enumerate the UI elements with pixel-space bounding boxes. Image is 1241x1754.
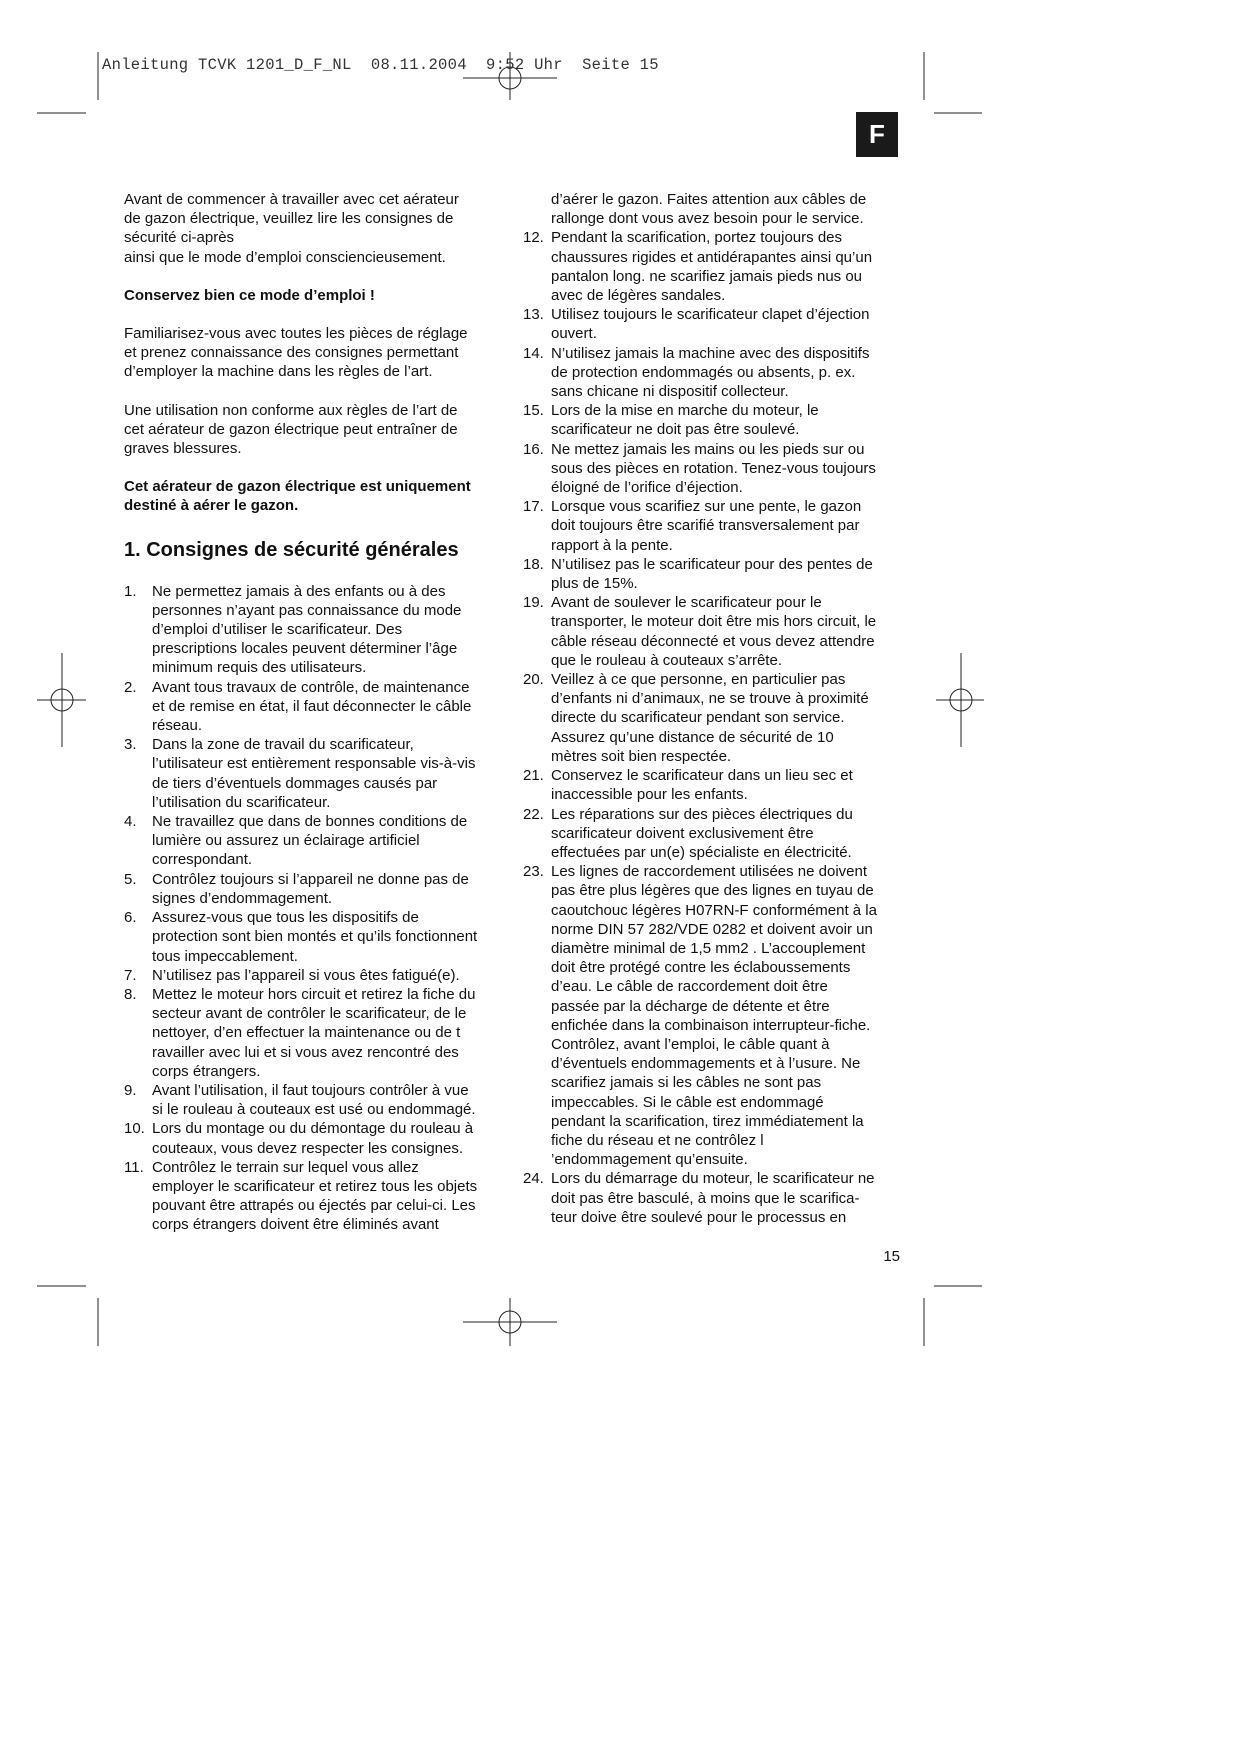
misuse-line: Une utilisation non conforme aux règles de l’art de (124, 401, 458, 419)
keep-manual-notice: Conservez bien ce mode d’emploi ! (124, 286, 375, 304)
continuation-line: rallonge dont vous avez besoin pour le service. (551, 210, 864, 228)
list-item (124, 1158, 504, 1235)
purpose-line: Cet aérateur de gazon électrique est uniquement (124, 478, 471, 496)
list-item (124, 908, 504, 966)
list-item-number: 22. (523, 805, 544, 823)
list-item-line: fiche du réseau et ne contrôlez l (551, 1131, 764, 1149)
list-item-line: caoutchouc légères H07RN-F conformément à la (551, 901, 877, 919)
list-item (523, 305, 905, 343)
familiar-line: et prenez connaissance des consignes permettant (124, 344, 459, 362)
list-item-line: impeccables. Si le câble est endommagé (551, 1093, 824, 1111)
list-item (523, 766, 905, 804)
list-item-line: signes d’endommagement. (152, 889, 333, 907)
left-column (124, 190, 504, 1235)
familiar-line: Familiarisez-vous avec toutes les pièces de réglage (124, 325, 468, 343)
list-item-line: que le rouleau à couteaux s’arrête. (551, 651, 782, 669)
list-item-number: 9. (124, 1081, 137, 1099)
list-item (523, 401, 905, 439)
list-item-line: Ne permettez jamais à des enfants ou à des (152, 582, 446, 600)
list-item-line: scarificateur ne doit pas être soulevé. (551, 421, 800, 439)
list-item (523, 555, 905, 593)
list-item-line: doit toujours être scarifié transversalement par (551, 517, 860, 535)
list-item-number: 10. (124, 1120, 145, 1138)
list-item-line: Dans la zone de travail du scarificateur, (152, 736, 414, 754)
list-item-number: 16. (523, 440, 544, 458)
list-item-line: corps étrangers. (152, 1062, 261, 1080)
list-item-line: d’enfants ni d’animaux, ne se trouve à proximité (551, 690, 869, 708)
safety-list-left (124, 582, 504, 1235)
list-item-line: Lors de la mise en marche du moteur, le (551, 402, 819, 420)
list-item (124, 812, 504, 870)
list-item-line: Mettez le moteur hors circuit et retirez la fiche du (152, 985, 476, 1003)
list-item-line: Contrôlez le terrain sur lequel vous allez (152, 1158, 419, 1176)
registration-mark-right (936, 653, 984, 747)
list-item (523, 670, 905, 766)
list-item-line: personnes n’ayant pas connaissance du mode (152, 601, 462, 619)
intro-line: Avant de commencer à travailler avec cet aérateur (124, 191, 459, 208)
list-item (523, 1169, 905, 1227)
list-item (124, 678, 504, 736)
list-item-line: Pendant la scarification, portez toujours des (551, 229, 842, 247)
list-item (523, 440, 905, 498)
list-item-line: réseau. (152, 717, 203, 735)
list-item-line: teur doive être soulevé pour le processus en (551, 1208, 847, 1226)
list-item (124, 966, 504, 985)
list-item-line: Veillez à ce que personne, en particulier pas (551, 671, 846, 689)
intro-line: de gazon électrique, veuillez lire les consignes de (124, 210, 454, 228)
list-item-line: transporter, le moteur doit être mis hors circuit, le (551, 613, 877, 631)
list-item-line: pendant la scarification, tirez immédiatement la (551, 1112, 864, 1130)
list-item-line: Assurez-vous que tous les dispositifs de (152, 909, 419, 927)
list-item-line: ravailler avec lui et si vous avez rencontré des (152, 1043, 459, 1061)
list-item-number: 18. (523, 555, 544, 573)
list-item-number: 1. (124, 582, 137, 600)
list-item (523, 228, 905, 305)
list-item-line: d’emploi d’utiliser le scarificateur. Des (152, 621, 403, 639)
list-item-line: plus de 15%. (551, 575, 638, 593)
list-item-line: couteaux, vous devez respecter les consignes. (152, 1139, 464, 1157)
list-item-line: Lors du démarrage du moteur, le scarificateur ne (551, 1170, 875, 1188)
list-item-line: protection sont bien montés et qu’ils fonctionnent (152, 928, 478, 946)
list-item-line: pantalon long. ne scarifiez jamais pieds nus ou (551, 267, 863, 285)
list-item-line: inaccessible pour les enfants. (551, 786, 748, 804)
familiar-line: d’employer la machine dans les règles de l’art. (124, 363, 433, 381)
list-item-line: de tiers d’éventuels dommages causés par (152, 774, 438, 792)
list-item (124, 582, 504, 678)
list-item-line: tous impeccablement. (152, 947, 298, 965)
list-item-line: pouvant être attrapés ou éjectés par celui-ci. Les (152, 1197, 476, 1215)
list-item-line: chaussures rigides et antidérapantes ainsi qu’un (551, 248, 873, 266)
safety-list-right (523, 228, 905, 1227)
list-item-number: 24. (523, 1170, 544, 1188)
list-item-line: Avant tous travaux de contrôle, de maintenance (152, 678, 470, 696)
list-item-number: 19. (523, 594, 544, 612)
list-item-line: éloigné de l’orifice d’éjection. (551, 479, 743, 497)
misuse-line: graves blessures. (124, 440, 242, 458)
list-item-number: 3. (124, 736, 137, 754)
list-item-line: prescriptions locales peuvent déterminer l’âge (152, 640, 458, 658)
list-item-line: Utilisez toujours le scarificateur clapet d’éjection (551, 306, 870, 324)
list-item-line: avec de légères sandales. (551, 287, 726, 305)
print-slug: Anleitung TCVK 1201_D_F_NL 08.11.2004 9:52 Uhr Seite 15 (102, 56, 659, 74)
list-item-line: Ne travaillez que dans de bonnes conditions de (152, 813, 468, 831)
list-item-number: 4. (124, 813, 137, 831)
list-item-line: Ne mettez jamais les mains ou les pieds sur ou (551, 440, 865, 458)
list-item-number: 12. (523, 229, 544, 247)
list-item-line: scarifiez jamais si les câbles ne sont pas (551, 1074, 822, 1092)
list-item-line: correspondant. (152, 851, 253, 869)
list-item-line: d’eau. Le câble de raccordement doit être (551, 978, 828, 996)
list-item-line: N’utilisez pas l’appareil si vous êtes fatigué(e). (152, 966, 460, 984)
list-item-line: employer le scarificateur et retirez tous les objets (152, 1177, 478, 1195)
list-item-line: sous des pièces en rotation. Tenez-vous toujours (551, 459, 876, 477)
list-item-line: Lors du montage ou du démontage du rouleau à (152, 1120, 474, 1138)
list-item-line: enfichée dans la combinaison interrupteur-fiche. (551, 1016, 871, 1034)
list-item-number: 23. (523, 863, 544, 881)
list-item-number: 21. (523, 767, 544, 785)
list-item-line: N’utilisez pas le scarificateur pour des pentes de (551, 555, 873, 573)
list-item (124, 1081, 504, 1119)
list-item-line: Avant l’utilisation, il faut toujours contrôler à vue (152, 1081, 469, 1099)
list-item-line: passée par la décharge de détente et être (551, 997, 830, 1015)
list-item-line: nettoyer, d’en effectuer la maintenance ou de t (152, 1024, 461, 1042)
misuse-line: cet aérateur de gazon électrique peut entraîner de (124, 420, 458, 438)
list-item-line: Lorsque vous scarifiez sur une pente, le gazon (551, 498, 862, 516)
list-item-line: Assurez qu’une distance de sécurité de 10 (551, 728, 834, 746)
list-item-line: diamètre minimal de 1,5 mm2 . L’accouplement (551, 939, 866, 957)
list-item-line: Conservez le scarificateur dans un lieu sec et (551, 767, 853, 785)
list-item-line: Contrôlez, avant l’emploi, le câble quant à (551, 1035, 830, 1053)
list-item-number: 17. (523, 498, 544, 516)
list-item-line: sans chicane ni dispositif collecteur. (551, 383, 789, 401)
list-item-line: corps étrangers doivent être éliminés avant (152, 1216, 439, 1234)
list-item (124, 1119, 504, 1157)
list-item-line: l’utilisation du scarificateur. (152, 793, 331, 811)
intro-line: ainsi que le mode d’emploi consciencieusement. (124, 248, 446, 266)
list-item-line: N’utilisez jamais la machine avec des dispositifs (551, 344, 870, 362)
list-item (523, 344, 905, 402)
list-item-number: 6. (124, 909, 137, 927)
list-item (523, 497, 905, 555)
list-item-number: 15. (523, 402, 544, 420)
list-item (523, 862, 905, 1169)
list-item-line: mètres soit bien respectée. (551, 747, 732, 765)
registration-mark-left (37, 653, 86, 747)
language-tab: F (856, 112, 898, 157)
list-item-line: l’utilisateur est entièrement responsable vis-à-vis (152, 755, 476, 773)
list-item-line: Les lignes de raccordement utilisées ne doivent (551, 863, 868, 881)
list-item-number: 13. (523, 306, 544, 324)
list-item-line: de protection endommagés ou absents, p. ex. (551, 363, 856, 381)
list-item (523, 805, 905, 863)
list-item-line: rapport à la pente. (551, 536, 673, 554)
list-item-number: 8. (124, 985, 137, 1003)
list-item (124, 735, 504, 812)
purpose-line: destiné à aérer le gazon. (124, 497, 299, 515)
list-item-line: norme DIN 57 282/VDE 0282 et doivent avoir un (551, 920, 873, 938)
list-item (124, 870, 504, 908)
right-column (523, 190, 905, 1227)
section-heading: 1. Consignes de sécurité générales (124, 538, 459, 561)
list-item-line: directe du scarificateur pendant son service. (551, 709, 845, 727)
list-item (124, 985, 504, 1081)
list-item-line: pas être plus légères que des lignes en tuyau de (551, 882, 874, 900)
list-item-line: et de remise en état, il faut déconnecter le câble (152, 697, 472, 715)
page-number: 15 (883, 1248, 900, 1265)
list-item-line: ’endommagement qu’ensuite. (551, 1151, 748, 1169)
list-item-number: 2. (124, 678, 137, 696)
continuation-line: d’aérer le gazon. Faites attention aux câbles de (551, 191, 867, 208)
list-item-line: minimum requis des utilisateurs. (152, 659, 367, 677)
intro-line: sécurité ci-après (124, 229, 235, 247)
list-item-line: scarificateur doivent exclusivement être (551, 824, 814, 842)
list-item-line: doit être protégé contre les éclaboussements (551, 959, 851, 977)
list-item-line: effectuées par un(e) spécialiste en électricité. (551, 843, 852, 861)
list-item-number: 14. (523, 344, 544, 362)
list-item-number: 7. (124, 966, 137, 984)
list-item-number: 20. (523, 671, 544, 689)
registration-mark-bottom (463, 1298, 557, 1346)
list-item-line: si le rouleau à couteaux est usé ou endommagé. (152, 1101, 476, 1119)
list-item-line: Contrôlez toujours si l’appareil ne donne pas de (152, 870, 469, 888)
list-item-line: doit pas être basculé, à moins que le scarifica- (551, 1189, 860, 1207)
list-item-line: secteur avant de contrôler le scarificateur, de le (152, 1005, 467, 1023)
list-item-line: lumière ou assurez un éclairage artificiel (152, 832, 420, 850)
list-item-number: 5. (124, 870, 137, 888)
list-item-number: 11. (124, 1158, 144, 1176)
list-item-line: câble réseau déconnecté et vous devez attendre (551, 632, 875, 650)
list-item (523, 593, 905, 670)
list-item-line: Avant de soulever le scarificateur pour le (551, 594, 822, 612)
list-item-line: ouvert. (551, 325, 597, 343)
list-item-line: Les réparations sur des pièces électriques du (551, 805, 853, 823)
list-item-line: d’éventuels endommagements et à l’usure. Ne (551, 1055, 861, 1073)
